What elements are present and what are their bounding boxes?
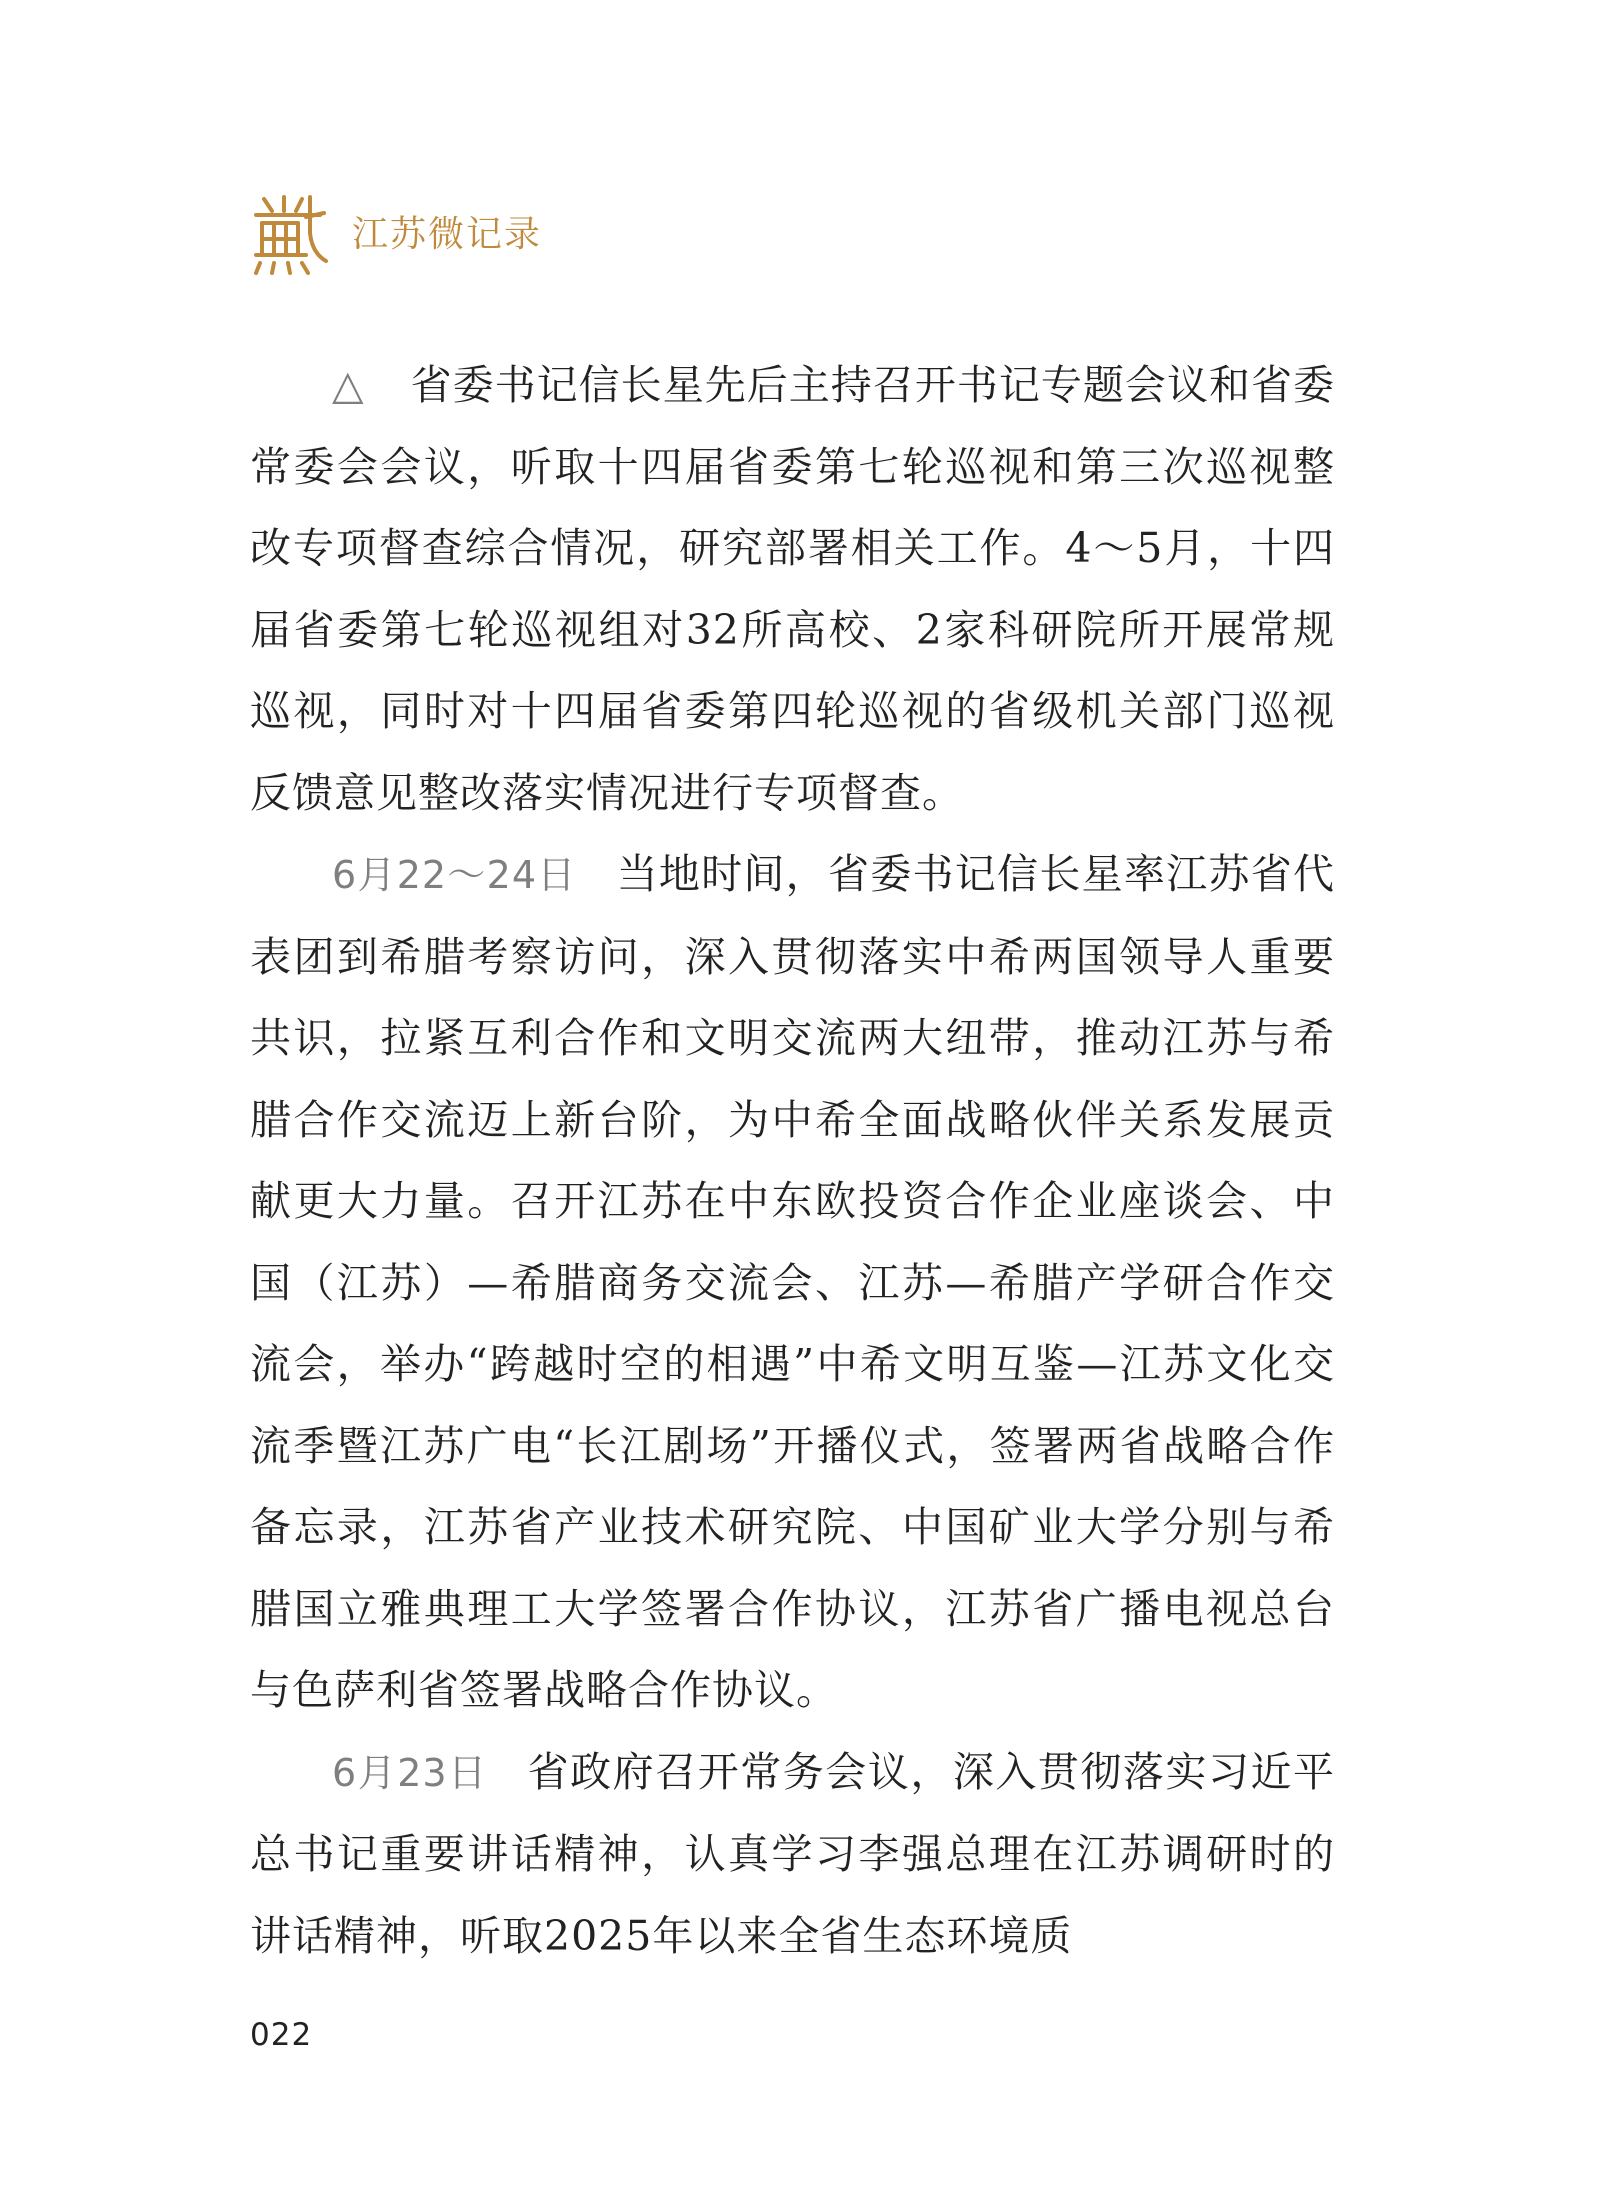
yan-character-logo-icon (250, 193, 330, 277)
entry-date: 6月22～24日 (332, 853, 577, 897)
header-title: 江苏微记录 (352, 214, 543, 255)
entry-paragraph (250, 1732, 1335, 1978)
entry-date: 6月23日 (332, 1750, 488, 1795)
entry-text: 当地时间，省委书记信长星率江苏省代表团到希腊考察访问，深入贯彻落实中希两国领导人重要共识，拉紧互利合作和文明交流两大纽带，推动江苏与希腊合作交流迈上新台阶，为中希全面战略伙伴关系发展贡献更大力量。召开江苏在中东欧投资合作企业座谈会、中国（江苏）—希腊商务交流会、江苏—希腊产学研合作交流会，举办“跨越时空的相遇”中希文明互鉴—江苏文化交流季暨江苏广电“长江剧场”开播仪式，签署两省战略合作备忘录，江苏省产业技术研究院、中国矿业大学分别与希腊国立雅典理工大学签署合作协议，江苏省广播电视总台与色萨利省签署战略合作协议。 (250, 850, 1336, 1714)
entry-text: 省政府召开常务会议，深入贯彻落实习近平总书记重要讲话精神，认真学习李强总理在江苏调研时的讲话精神，听取2025年以来全省生态环境质 (250, 1747, 1336, 1960)
entry-paragraph (250, 834, 1335, 1732)
document-body (250, 345, 1335, 1977)
page-number: 022 (250, 2017, 313, 2053)
triangle-marker: △ (332, 361, 365, 409)
entry-text: 省委书记信长星先后主持召开书记专题会议和省委常委会会议，听取十四届省委第七轮巡视和第三次巡视整改专项督查综合情况，研究部署相关工作。4～5月，十四届省委第七轮巡视组对32所高校、2家科研院所开展常规巡视，同时对十四届省委第四轮巡视的省级机关部门巡视反馈意见整改落实情况进行专项督查。 (250, 361, 1336, 817)
page-header (250, 190, 542, 280)
entry-paragraph (250, 345, 1335, 834)
